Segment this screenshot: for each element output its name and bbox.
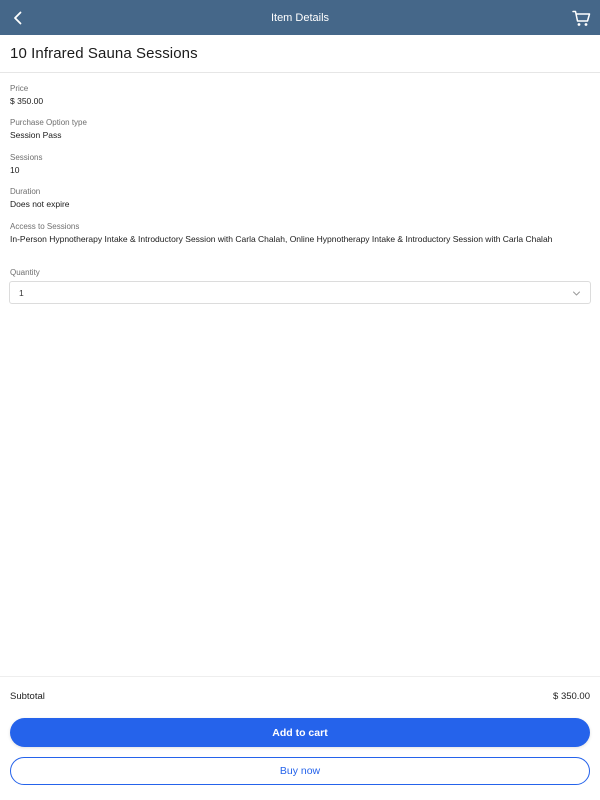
- page-title: 10 Infrared Sauna Sessions: [10, 45, 198, 62]
- purchase-option-label: Purchase Option type: [10, 118, 87, 127]
- purchase-option-value: Session Pass: [10, 130, 62, 140]
- duration-field: [10, 186, 590, 210]
- price-field: [10, 83, 590, 107]
- quantity-label: Quantity: [10, 268, 40, 277]
- sessions-field: [10, 152, 590, 176]
- duration-value: Does not expire: [10, 199, 70, 209]
- add-to-cart-button[interactable]: Add to cart: [10, 718, 590, 747]
- header-bar: [0, 0, 600, 35]
- price-value: $ 350.00: [10, 96, 44, 106]
- subtotal-value: $ 350.00: [553, 691, 590, 702]
- quantity-field: [10, 267, 590, 278]
- header-title: Item Details: [270, 11, 330, 24]
- sessions-label: Sessions: [10, 153, 43, 162]
- shopping-cart-icon: [572, 10, 591, 27]
- divider: [0, 72, 600, 73]
- quantity-selected-value: 1: [19, 287, 24, 298]
- access-field: [10, 221, 590, 245]
- buy-now-button[interactable]: Buy now: [10, 757, 590, 785]
- back-button[interactable]: [6, 6, 30, 30]
- sessions-value: 10: [10, 165, 20, 175]
- footer-divider: [0, 676, 600, 677]
- access-label: Access to Sessions: [10, 222, 80, 231]
- duration-label: Duration: [10, 187, 41, 196]
- subtotal-label: Subtotal: [10, 691, 45, 702]
- chevron-left-icon: [12, 11, 24, 25]
- quantity-select[interactable]: [9, 281, 591, 304]
- cart-button[interactable]: [570, 7, 592, 29]
- purchase-option-field: [10, 117, 590, 141]
- price-label: Price: [10, 84, 29, 93]
- chevron-down-icon: [572, 289, 581, 298]
- access-value: In-Person Hypnotherapy Intake & Introductory Session with Carla Chalah, Online Hypnotherapy Intake & Introductory Session with Carla Chalah: [10, 234, 553, 244]
